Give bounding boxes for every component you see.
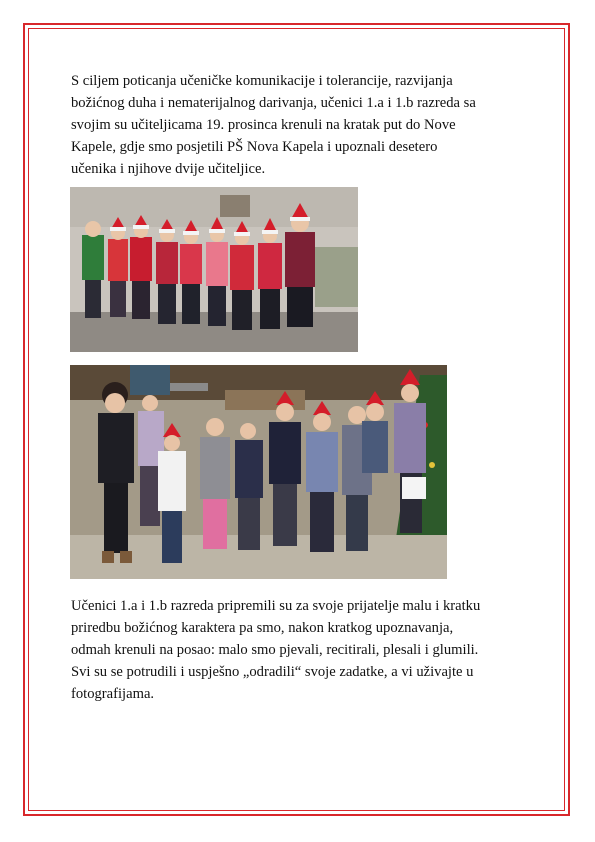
group-photo-children xyxy=(70,187,358,352)
closing-paragraph: Učenici 1.a i 1.b razreda pripremili su za svoje prijatelje malu i kratku priredbu božićnog karaktera pa smo, nakon kratkog upoznavanja, odmah krenuli na posao: malo smo pjevali, recitirali, plesali i glumili. Svi su se potrudili i uspješno „odradili“ svoje zadatke, a vi uživajte u fotografijama. xyxy=(71,598,481,702)
group-photo-teacher xyxy=(70,365,447,579)
intro-paragraph: S ciljem poticanja učeničke komunikacije i tolerancije, razvijanja božićnog duha i nematerijalnog darivanja, učenici 1.a i 1.b razreda sa svojim su učiteljicama 19. prosinca krenuli na kratak put do Nove Kapele, gdje smo posjetili PŠ Nova Kapela i upoznali desetero učenika i njihove dvije učiteljice. xyxy=(71,73,476,177)
